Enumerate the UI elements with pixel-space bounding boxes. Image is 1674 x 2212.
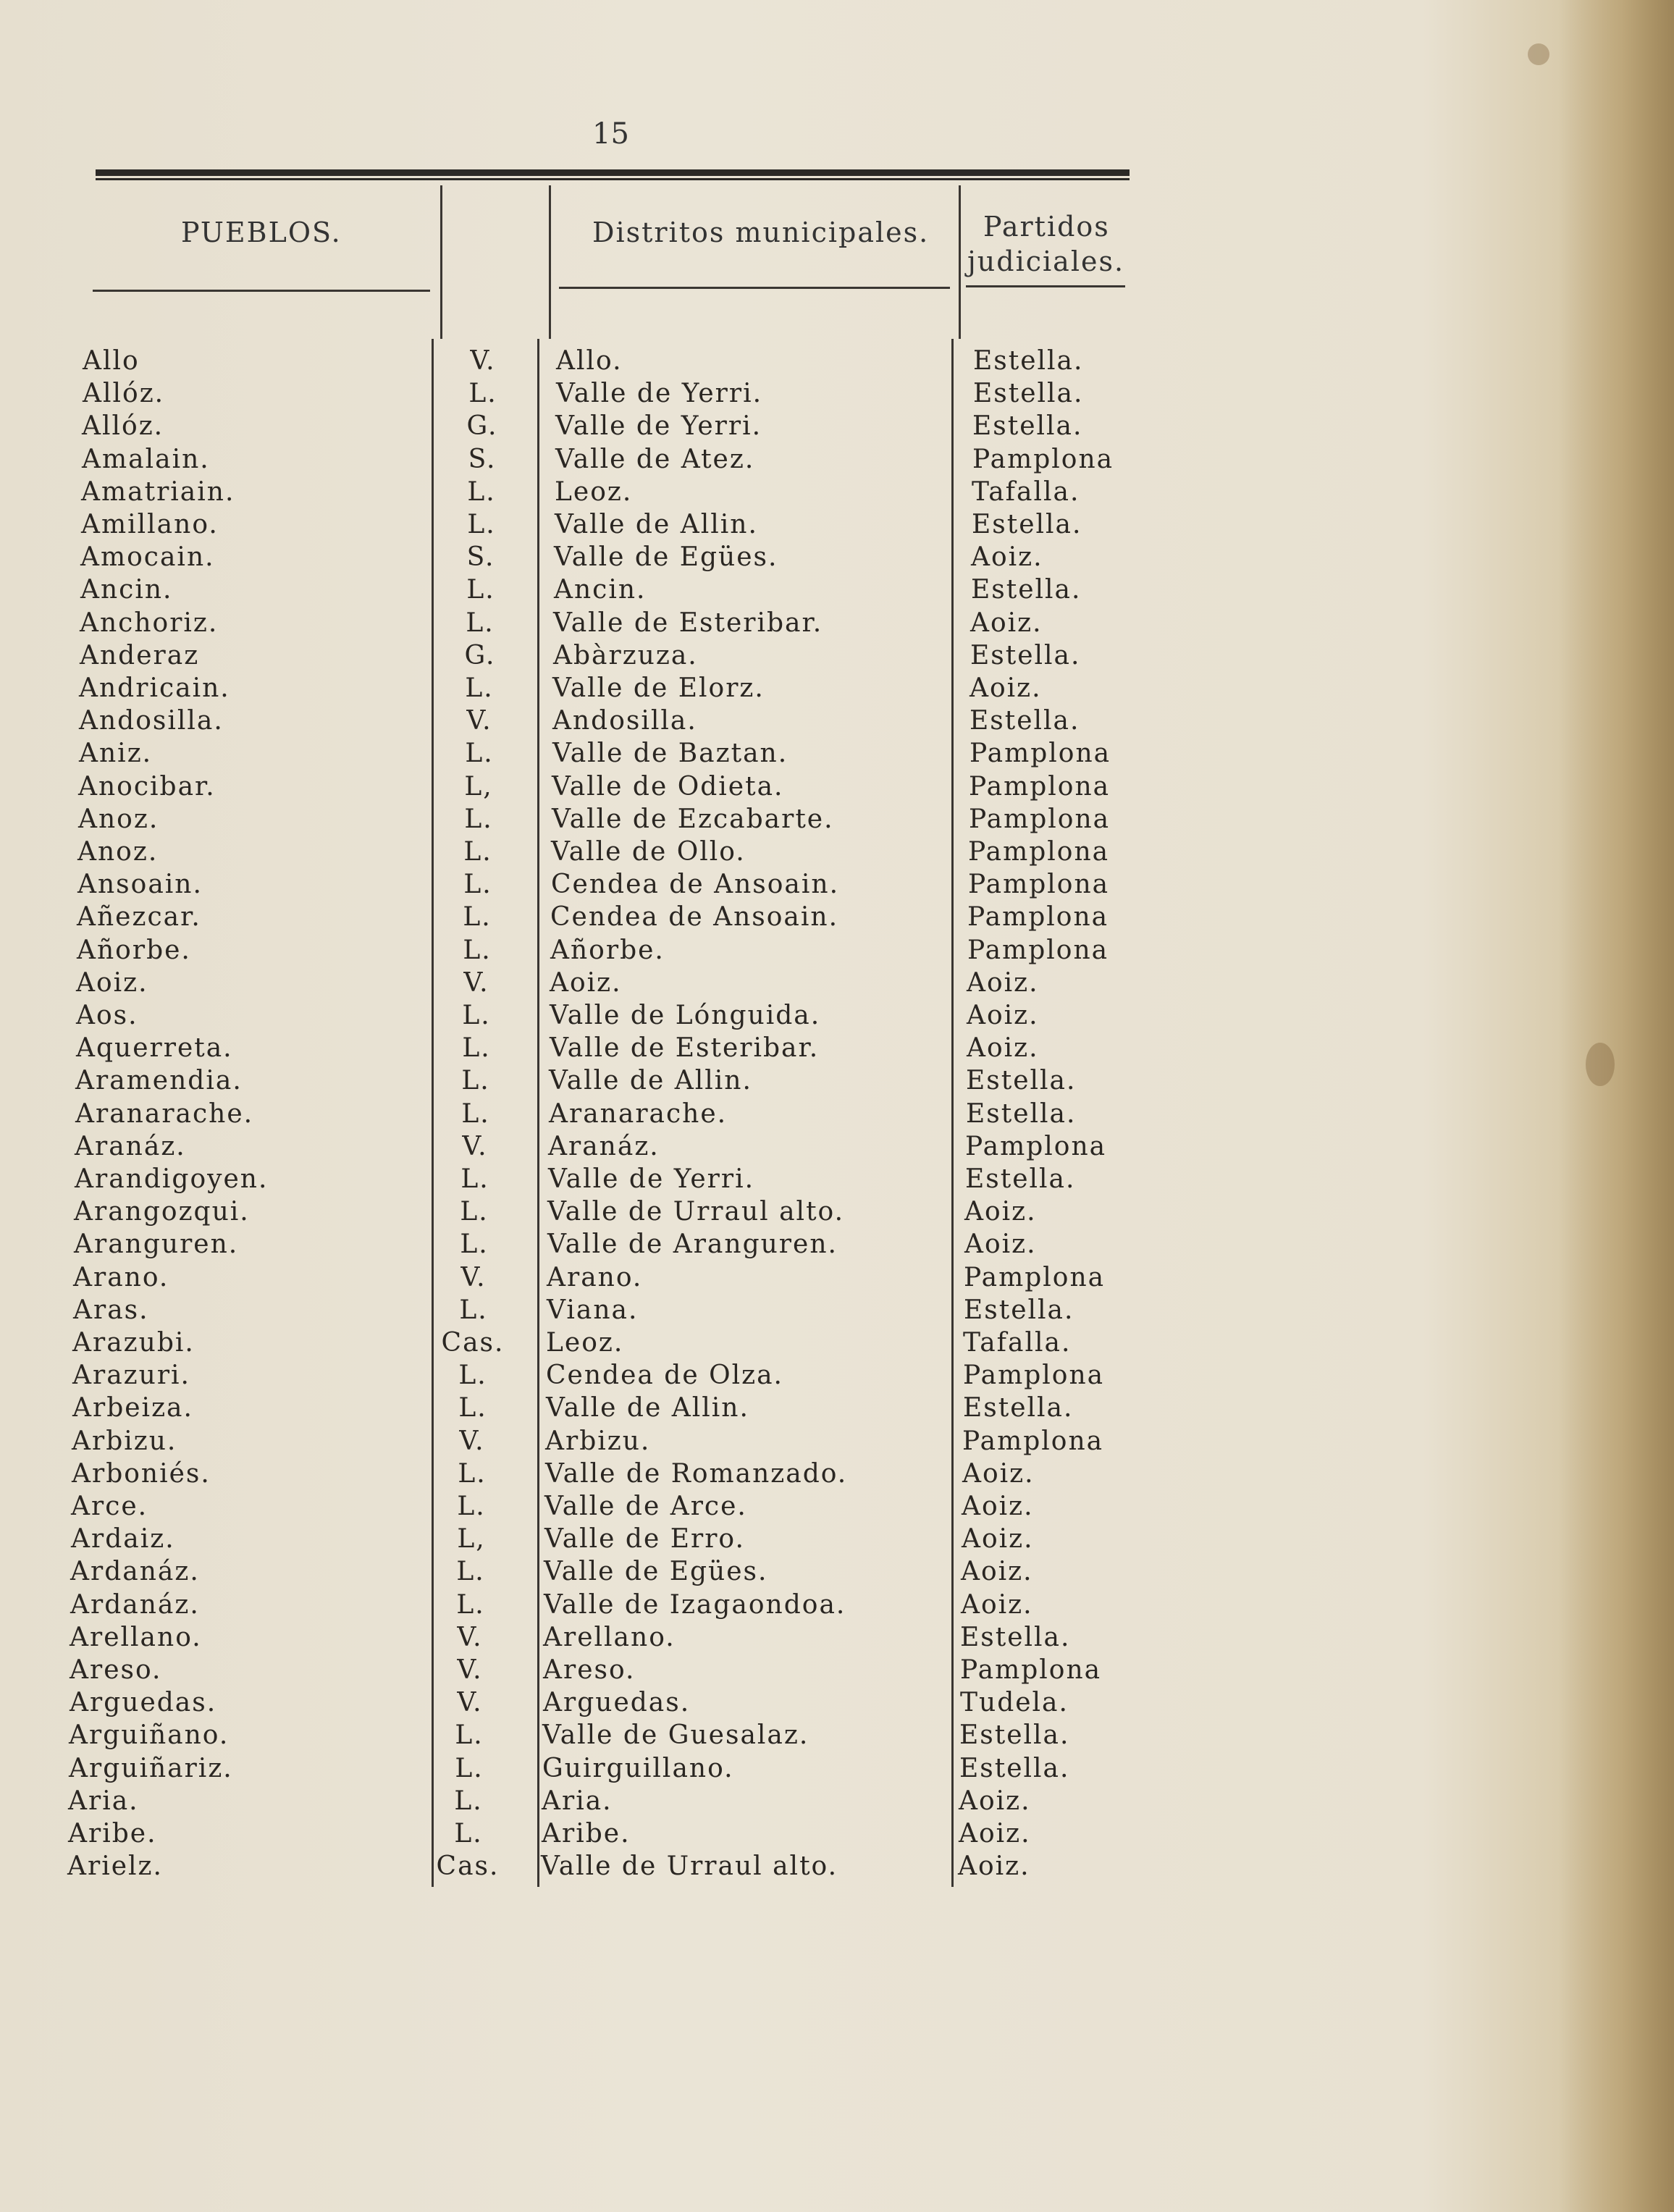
cell-distrito: Leoz. [555, 476, 633, 507]
header-rule-thin [96, 178, 1130, 180]
cell-pueblo: Arguedas. [70, 1688, 217, 1718]
cell-distrito: Valle de Egües. [544, 1557, 768, 1587]
cell-partido: Estella. [964, 1295, 1074, 1325]
cell-partido: Estella. [970, 640, 1081, 670]
cell-partido: Aoiz. [967, 1001, 1039, 1030]
cell-distrito: Arbizu. [545, 1426, 651, 1456]
cell-distrito: Valle de Romanzado. [545, 1458, 848, 1489]
stain-mark [1586, 1043, 1615, 1086]
cell-pueblo: Andricain. [79, 673, 230, 703]
cell-pueblo: Aos. [76, 1001, 138, 1030]
cell-distrito: Añorbe. [550, 935, 665, 965]
cell-distrito: Valle de Esteribar. [550, 1033, 820, 1064]
cell-tipo: L. [467, 510, 496, 539]
cell-tipo: S. [466, 542, 495, 573]
cell-distrito: Aranáz. [548, 1131, 660, 1161]
cell-partido: Aoiz. [961, 1557, 1033, 1587]
cell-partido: Pamplona [963, 1361, 1105, 1391]
table-row [0, 1228, 1674, 1261]
cell-distrito: Allo. [556, 346, 623, 376]
cell-distrito: Areso. [543, 1655, 636, 1685]
cell-distrito: Aria. [542, 1786, 613, 1816]
cell-distrito: Viana. [547, 1295, 639, 1325]
cell-tipo: L. [466, 607, 495, 638]
table-row [0, 1555, 1674, 1588]
table-row [0, 1130, 1674, 1163]
header-partidos-line1: Partidos [983, 211, 1110, 243]
cell-partido: Estella. [965, 1164, 1076, 1194]
table-row [0, 1785, 1674, 1817]
cell-distrito: Ancin. [554, 575, 647, 605]
table-row [0, 377, 1674, 410]
cell-pueblo: Arboniés. [72, 1458, 211, 1489]
cell-tipo: L. [462, 1001, 491, 1030]
table-row [0, 901, 1674, 933]
cell-pueblo: Aranáz. [75, 1131, 186, 1161]
table-row [0, 1261, 1674, 1294]
cell-partido: Tafalla. [963, 1328, 1072, 1358]
cell-pueblo: Aria. [68, 1786, 139, 1816]
cell-distrito: Valle de Allin. [546, 1393, 749, 1423]
table-row [0, 1458, 1674, 1490]
table-row [0, 1032, 1674, 1064]
header-rule-thick [96, 169, 1130, 176]
page-number: 15 [592, 117, 629, 151]
cell-pueblo: Añorbe. [77, 935, 191, 965]
cell-tipo: L. [466, 575, 495, 605]
cell-distrito: Valle de Urraul alto. [541, 1851, 838, 1882]
table-row [0, 1195, 1674, 1228]
cell-distrito: Valle de Allin. [549, 1066, 752, 1096]
cell-pueblo: Aranguren. [74, 1229, 239, 1260]
cell-distrito: Valle de Odieta. [552, 771, 784, 802]
cell-pueblo: Anoz. [78, 804, 159, 834]
table-row [0, 1425, 1674, 1458]
cell-tipo: L. [458, 1393, 487, 1423]
header-partidos-line2: judiciales. [967, 245, 1125, 277]
cell-partido: Aoiz. [959, 1786, 1031, 1816]
cell-tipo: V. [466, 706, 492, 736]
cell-pueblo: Anoz. [77, 837, 159, 867]
cell-distrito: Abàrzuza. [553, 640, 698, 670]
cell-partido: Pamplona [969, 804, 1111, 834]
cell-distrito: Cendea de Ansoain. [551, 870, 840, 900]
cell-tipo: Cas. [441, 1328, 505, 1358]
cell-distrito: Arano. [547, 1262, 643, 1292]
cell-distrito: Valle de Arce. [544, 1492, 747, 1521]
table-row [0, 967, 1674, 999]
cell-distrito: Andosilla. [552, 706, 697, 736]
table-row [0, 705, 1674, 737]
cell-pueblo: Arbizu. [72, 1426, 177, 1456]
cell-distrito: Cendea de Olza. [546, 1361, 783, 1391]
cell-distrito: Valle de Ollo. [551, 837, 746, 867]
table-row [0, 836, 1674, 868]
cell-partido: Estella. [966, 1066, 1077, 1096]
cell-distrito: Valle de Lónguida. [550, 1001, 821, 1030]
cell-tipo: L. [458, 1458, 487, 1489]
cell-partido: Estella. [972, 411, 1083, 442]
header-distritos: Distritos municipales. [592, 216, 930, 248]
cell-tipo: V. [463, 967, 489, 998]
cell-pueblo: Añezcar. [77, 902, 201, 933]
cell-partido: Pamplona [968, 870, 1110, 900]
cell-tipo: V. [460, 1262, 487, 1292]
cell-pueblo: Allóz. [82, 411, 164, 442]
cell-tipo: G. [466, 411, 498, 442]
cell-pueblo: Arano. [73, 1262, 169, 1292]
cell-pueblo: Amatriain. [81, 476, 235, 507]
cell-distrito: Valle de Yerri. [548, 1164, 755, 1194]
cell-pueblo: Amillano. [81, 510, 219, 539]
cell-partido: Estella. [973, 379, 1084, 409]
cell-tipo: V. [457, 1622, 483, 1652]
cell-tipo: V. [470, 346, 496, 376]
cell-pueblo: Allo [83, 346, 140, 376]
cell-distrito: Valle de Yerri. [555, 411, 762, 442]
cell-pueblo: Andosilla. [79, 706, 224, 736]
cell-distrito: Valle de Guesalaz. [542, 1720, 809, 1751]
cell-distrito: Valle de Egües. [554, 542, 778, 573]
cell-tipo: L. [455, 1753, 484, 1783]
table-row [0, 1523, 1674, 1555]
cell-partido: Tafalla. [972, 476, 1080, 507]
cell-partido: Estella. [960, 1622, 1071, 1652]
cell-pueblo: Arellano. [70, 1622, 202, 1652]
cell-pueblo: Aquerreta. [76, 1033, 233, 1064]
cell-partido: Aoiz. [967, 967, 1039, 998]
cell-tipo: L. [463, 935, 492, 965]
table-row [0, 1490, 1674, 1523]
cell-distrito: Valle de Izagaondoa. [544, 1589, 846, 1620]
table-row [0, 573, 1674, 606]
table-row [0, 1392, 1674, 1424]
cell-partido: Pamplona [969, 771, 1111, 802]
cell-tipo: L. [465, 673, 494, 703]
header-underline-pueblos [93, 290, 430, 292]
cell-distrito: Valle de Erro. [544, 1524, 745, 1555]
cell-tipo: L. [464, 804, 493, 834]
cell-distrito: Valle de Elorz. [552, 673, 765, 703]
table-row [0, 607, 1674, 639]
table-row [0, 1098, 1674, 1130]
cell-pueblo: Arangozqui. [74, 1197, 250, 1227]
cell-partido: Aoiz. [959, 1819, 1031, 1849]
cell-partido: Aoiz. [961, 1589, 1033, 1620]
cell-tipo: L. [456, 1557, 485, 1587]
cell-tipo: L. [454, 1786, 483, 1816]
cell-tipo: L. [461, 1066, 490, 1096]
cell-pueblo: Aribe. [68, 1819, 157, 1849]
cell-partido: Estella. [959, 1753, 1070, 1783]
table-row [0, 443, 1674, 476]
table-row [0, 934, 1674, 967]
cell-partido: Estella. [973, 346, 1084, 376]
cell-tipo: L. [468, 379, 497, 409]
table-row [0, 508, 1674, 541]
cell-pueblo: Arazubi. [72, 1328, 195, 1358]
cell-partido: Pamplona [970, 739, 1111, 769]
cell-tipo: L. [461, 1098, 490, 1129]
cell-partido: Aoiz. [962, 1458, 1035, 1489]
table-row [0, 1850, 1674, 1883]
cell-distrito: Valle de Aranguren. [547, 1229, 838, 1260]
table-row [0, 639, 1674, 672]
cell-distrito: Arguedas. [543, 1688, 691, 1718]
cell-tipo: V. [457, 1655, 483, 1685]
table-row [0, 345, 1674, 377]
cell-pueblo: Amocain. [80, 542, 215, 573]
cell-distrito: Valle de Allin. [555, 510, 758, 539]
header-underline-distritos [559, 287, 950, 289]
cell-partido: Estella. [972, 510, 1082, 539]
table-row [0, 1326, 1674, 1359]
cell-tipo: L. [463, 837, 492, 867]
cell-tipo: V. [459, 1426, 485, 1456]
table-row [0, 541, 1674, 573]
cell-pueblo: Arguiñariz. [69, 1753, 233, 1783]
cell-distrito: Valle de Baztan. [552, 739, 788, 769]
cell-distrito: Valle de Esteribar. [553, 607, 823, 638]
cell-partido: Pamplona [972, 444, 1114, 474]
cell-tipo: L. [465, 739, 494, 769]
cell-tipo: V. [457, 1688, 483, 1718]
table-row [0, 1294, 1674, 1326]
cell-tipo: S. [468, 444, 497, 474]
table-row [0, 1817, 1674, 1850]
cell-pueblo: Anocibar. [78, 771, 216, 802]
table-row [0, 803, 1674, 836]
cell-pueblo: Arguiñano. [69, 1720, 230, 1751]
cell-tipo: Cas. [436, 1851, 500, 1882]
cell-distrito: Valle de Yerri. [556, 379, 763, 409]
table-row [0, 1654, 1674, 1686]
table-row [0, 1752, 1674, 1785]
cell-partido: Pamplona [960, 1655, 1102, 1685]
cell-tipo: G. [464, 640, 496, 670]
cell-tipo: L, [464, 771, 493, 802]
cell-partido: Estella. [966, 1098, 1077, 1129]
cell-pueblo: Arazuri. [72, 1361, 190, 1391]
cell-partido: Aoiz. [971, 542, 1043, 573]
cell-pueblo: Arielz. [67, 1851, 163, 1882]
cell-distrito: Valle de Ezcabarte. [552, 804, 834, 834]
cell-partido: Estella. [971, 575, 1082, 605]
column-rule-3-top [959, 185, 961, 339]
table-row [0, 999, 1674, 1032]
table-row [0, 1686, 1674, 1719]
cell-distrito: Arellano. [543, 1622, 676, 1652]
cell-partido: Estella. [963, 1393, 1074, 1423]
cell-pueblo: Anderaz [80, 640, 200, 670]
cell-partido: Aoiz. [970, 673, 1042, 703]
cell-partido: Aoiz. [964, 1229, 1037, 1260]
cell-pueblo: Anchoriz. [80, 607, 219, 638]
cell-tipo: L. [462, 1033, 491, 1064]
table-row [0, 1064, 1674, 1097]
table-row [0, 1163, 1674, 1195]
table-row [0, 476, 1674, 508]
table-row [0, 410, 1674, 442]
cell-partido: Pamplona [968, 837, 1110, 867]
cell-partido: Pamplona [962, 1426, 1104, 1456]
cell-tipo: L. [455, 1720, 484, 1751]
cell-pueblo: Ardanáz. [70, 1557, 200, 1587]
cell-tipo: L. [456, 1589, 485, 1620]
cell-partido: Estella. [959, 1720, 1070, 1751]
cell-pueblo: Aoiz. [76, 967, 148, 998]
cell-pueblo: Areso. [70, 1655, 162, 1685]
cell-distrito: Guirguillano. [542, 1753, 734, 1783]
cell-distrito: Cendea de Ansoain. [550, 902, 839, 933]
cell-partido: Aoiz. [962, 1492, 1034, 1521]
cell-pueblo: Arandigoyen. [75, 1164, 269, 1194]
cell-pueblo: Amalain. [82, 444, 210, 474]
cell-tipo: L. [454, 1819, 483, 1849]
cell-distrito: Valle de Urraul alto. [547, 1197, 845, 1227]
cell-partido: Pamplona [964, 1262, 1106, 1292]
cell-tipo: L. [467, 476, 496, 507]
cell-pueblo: Allóz. [83, 379, 165, 409]
cell-tipo: L. [457, 1492, 486, 1521]
table-row [0, 1359, 1674, 1392]
table-row [0, 737, 1674, 770]
cell-partido: Aoiz. [962, 1524, 1034, 1555]
header-underline-partidos [966, 285, 1125, 287]
cell-distrito: Aranarache. [549, 1098, 728, 1129]
cell-tipo: L. [458, 1361, 487, 1391]
cell-pueblo: Ardaiz. [71, 1524, 175, 1555]
stain-mark [1528, 43, 1549, 65]
cell-distrito: Aribe. [542, 1819, 631, 1849]
cell-partido: Aoiz. [964, 1197, 1037, 1227]
table-row [0, 1621, 1674, 1654]
cell-tipo: L, [457, 1524, 486, 1555]
cell-tipo: L. [463, 870, 492, 900]
table-row [0, 770, 1674, 803]
cell-tipo: L. [459, 1295, 488, 1325]
header-pueblos: PUEBLOS. [181, 216, 342, 248]
cell-tipo: L. [460, 1164, 489, 1194]
cell-partido: Aoiz. [970, 607, 1043, 638]
column-rule-1-top [440, 185, 442, 339]
cell-distrito: Aoiz. [550, 967, 622, 998]
cell-partido: Pamplona [967, 935, 1109, 965]
column-rule-2-top [549, 185, 551, 339]
cell-partido: Aoiz. [958, 1851, 1030, 1882]
cell-pueblo: Aranarache. [75, 1098, 254, 1129]
cell-partido: Tudela. [960, 1688, 1069, 1718]
cell-partido: Pamplona [967, 902, 1109, 933]
cell-tipo: V. [462, 1131, 488, 1161]
cell-tipo: L. [463, 902, 492, 933]
cell-pueblo: Ardanáz. [70, 1589, 200, 1620]
cell-pueblo: Ancin. [80, 575, 173, 605]
cell-pueblo: Aramendia. [75, 1066, 243, 1096]
table-row [0, 1719, 1674, 1751]
cell-pueblo: Aniz. [79, 739, 153, 769]
cell-pueblo: Arbeiza. [72, 1393, 193, 1423]
cell-distrito: Leoz. [546, 1328, 624, 1358]
cell-pueblo: Ansoain. [77, 870, 203, 900]
table-row [0, 868, 1674, 901]
cell-distrito: Valle de Atez. [555, 444, 755, 474]
table-row [0, 672, 1674, 705]
cell-partido: Pamplona [965, 1131, 1107, 1161]
cell-partido: Estella. [970, 706, 1080, 736]
cell-pueblo: Arce. [71, 1492, 148, 1521]
cell-tipo: L. [460, 1197, 489, 1227]
table-row [0, 1589, 1674, 1621]
cell-pueblo: Aras. [73, 1295, 149, 1325]
cell-tipo: L. [460, 1229, 489, 1260]
cell-partido: Aoiz. [967, 1033, 1039, 1064]
